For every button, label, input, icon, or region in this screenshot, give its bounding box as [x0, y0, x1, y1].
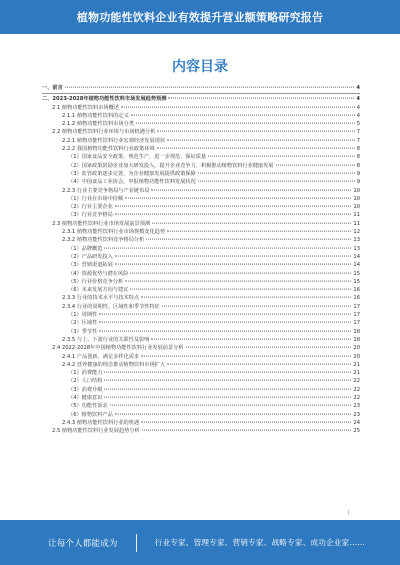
toc-entry[interactable]: [42, 95, 360, 103]
toc-entry-title: （1）周期性: [68, 312, 98, 319]
toc-entry-title: （3）行业竞争格局: [68, 212, 113, 219]
toc-entry[interactable]: [42, 195, 360, 203]
toc-entry-title: （1）消费能力: [68, 370, 103, 377]
toc-leader-dots: [115, 413, 352, 414]
toc-leader-dots: [65, 87, 355, 88]
toc-entry-title: 二、2023-2028年植物功能性饮料市场发展趋势预测: [42, 96, 167, 103]
toc-entry-page: 22: [353, 378, 360, 385]
toc-entry[interactable]: [42, 236, 360, 244]
toc-leader-dots: [136, 123, 355, 124]
toc-entry-title: （3）营销渠道拓展: [68, 262, 113, 269]
toc-entry-page: 16: [353, 287, 360, 294]
toc-entry[interactable]: [42, 377, 360, 385]
toc-leader-dots: [104, 397, 351, 398]
toc-entry[interactable]: [42, 402, 360, 410]
toc-separator: [42, 93, 360, 94]
toc-entry[interactable]: [42, 137, 360, 145]
toc-entry-title: （5）行业价格竞争分析: [68, 278, 124, 285]
toc-entry[interactable]: [42, 328, 360, 336]
toc-entry[interactable]: [42, 270, 360, 278]
toc-leader-dots: [99, 330, 351, 331]
toc-leader-dots: [141, 355, 351, 356]
report-header: [0, 0, 400, 34]
toc-leader-dots: [104, 380, 351, 381]
toc-entry-title: （4）资源优势与潜在风险: [68, 270, 129, 277]
toc-entry[interactable]: [42, 128, 360, 136]
toc-entry-title: 2.5 植物功能性饮料行业发展趋势分析: [52, 428, 140, 435]
toc-list: [42, 84, 360, 435]
toc-entry-page: 16: [353, 295, 360, 302]
toc-entry[interactable]: [42, 145, 360, 153]
toc-entry-title: 2.4.2 营养健康的理念推动植物饮料市场扩大: [62, 361, 166, 368]
toc-leader-dots: [130, 272, 351, 273]
toc-entry-page: 10: [353, 195, 360, 202]
toc-entry-page: 5: [356, 121, 360, 128]
toc-entry[interactable]: [42, 112, 360, 120]
toc-entry[interactable]: [42, 162, 360, 170]
toc-leader-dots: [121, 106, 355, 107]
toc-leader-dots: [167, 139, 355, 140]
toc-entry[interactable]: [42, 294, 360, 302]
toc-entry-title: 2.2 植物功能性饮料行业环境与市场机遇分析: [52, 129, 156, 136]
toc-entry-title: 2.3.2 植物功能性饮料竞争格局分析: [62, 237, 145, 244]
report-title: 植物功能性饮料企业有效提升营业额策略研究报告: [76, 11, 324, 24]
toc-entry-page: 24: [353, 419, 360, 426]
toc-entry[interactable]: [42, 261, 360, 269]
toc-entry-title: 2.1.1 植物功能性饮料的定义: [62, 112, 129, 119]
toc-leader-dots: [115, 256, 352, 257]
toc-leader-dots: [146, 239, 351, 240]
toc-leader-dots: [125, 197, 351, 198]
toc-entry-title: （3）监管政策逐步完善，为企业健康发展提供政策保障: [68, 170, 196, 177]
report-footer: [0, 520, 400, 565]
toc-entry-title: （3）季节性: [68, 328, 98, 335]
toc-entry-title: 一、前言: [42, 85, 63, 91]
toc-entry-title: （2）区域性: [68, 320, 98, 327]
toc-entry-page: 25: [353, 428, 360, 435]
toc-entry[interactable]: [42, 245, 360, 253]
toc-entry-title: 2.3 植物功能性饮料行业市场发展前景预测: [52, 220, 151, 227]
toc-leader-dots: [157, 131, 354, 132]
toc-entry-title: 2.2.3 行业主要竞争格局与产业链布局: [62, 187, 150, 194]
toc-entry-page: 22: [353, 394, 360, 401]
toc-entry-page: 17: [353, 312, 360, 319]
toc-entry-page: 9: [356, 179, 360, 186]
toc-entry[interactable]: [42, 336, 360, 344]
toc-entry-title: （1）行业在市场中份额: [68, 195, 124, 202]
toc-leader-dots: [115, 264, 352, 265]
toc-leader-dots: [151, 189, 351, 190]
toc-entry-page: 11: [353, 212, 360, 219]
toc-entry-page: 14: [353, 253, 360, 260]
toc-entry-title: 2.3.3 行业的技术水平与技术特点: [62, 295, 140, 302]
toc-leader-dots: [131, 114, 355, 115]
toc-entry-title: （4）健康意识: [68, 394, 103, 401]
toc-entry[interactable]: [42, 278, 360, 286]
toc-entry-page: 10: [353, 204, 360, 211]
toc-entry[interactable]: [42, 411, 360, 419]
toc-entry-title: （2）行业主要企业: [68, 204, 113, 211]
toc-entry-title: （1）国家食品安全政策，规范生产，进一步规范、保证质量: [68, 154, 207, 161]
toc-entry-page: 7: [356, 137, 360, 144]
toc-entry-title: 2.1.2 植物功能性饮料市场分类: [62, 121, 134, 128]
toc-entry[interactable]: [42, 178, 360, 186]
toc-entry-title: 2.3.4 行业的周期性、区域性和季节性特征: [62, 303, 160, 310]
toc-entry-page: 13: [353, 245, 360, 252]
toc-entry-title: 2.4.3 植物功能性饮料行业的机遇: [62, 419, 140, 426]
toc-entry-title: （2）国家政策鼓励企业加大研发投入，提升企业竞争力，积极推动植物饮料行业健康发展: [68, 162, 274, 169]
toc-leader-dots: [186, 347, 352, 348]
footer-tagline: 行业专家、管理专家、营销专家、战略专家、成功企业家……: [154, 538, 366, 547]
toc-leader-dots: [198, 173, 355, 174]
toc-entry-page: 7: [356, 129, 360, 136]
toc-leader-dots: [115, 214, 352, 215]
toc-entry[interactable]: [42, 303, 360, 311]
toc-leader-dots: [157, 148, 355, 149]
toc-entry-page: 8: [356, 162, 360, 169]
toc-entry-page: 18: [353, 328, 360, 335]
toc-leader-dots: [142, 430, 352, 431]
toc-entry[interactable]: [42, 386, 360, 394]
toc-leader-dots: [130, 289, 351, 290]
toc-leader-dots: [151, 339, 351, 340]
toc-entry[interactable]: [42, 427, 360, 435]
toc-leader-dots: [110, 405, 352, 406]
toc-entry-page: 15: [353, 270, 360, 277]
toc-entry-title: （5）功能性诉求: [68, 403, 108, 410]
toc-entry[interactable]: [42, 228, 360, 236]
toc-entry-title: 2.2.1 植物功能性饮料行业宏观经济发展现状: [62, 137, 166, 144]
toc-leader-dots: [276, 164, 355, 165]
toc-entry[interactable]: [42, 220, 360, 228]
toc-entry-page: 20: [353, 353, 360, 360]
toc-entry[interactable]: [42, 344, 360, 352]
footer-divider: [136, 534, 137, 552]
toc-entry[interactable]: [42, 187, 360, 195]
toc-entry-page: 17: [353, 303, 360, 310]
page-number: 1: [347, 510, 350, 515]
toc-entry-title: 2.2.2 我国植物功能性饮料行业政策环境: [62, 146, 155, 153]
toc-entry-page: 23: [353, 411, 360, 418]
toc-entry-page: 15: [353, 278, 360, 285]
toc-leader-dots: [104, 388, 351, 389]
toc-leader-dots: [141, 421, 351, 422]
toc-entry-page: 20: [353, 345, 360, 352]
toc-entry[interactable]: [42, 319, 360, 327]
toc-entry[interactable]: [42, 369, 360, 377]
toc-entry-page: 17: [353, 320, 360, 327]
toc-entry-title: 2.3.1 植物功能性饮料行业市场规模变化趋势: [62, 229, 166, 236]
toc-leader-dots: [104, 372, 351, 373]
toc-entry-page: 4: [356, 112, 360, 119]
toc-leader-dots: [125, 280, 351, 281]
toc-leader-dots: [152, 222, 351, 223]
toc-leader-dots: [198, 181, 355, 182]
toc-leader-dots: [168, 98, 354, 99]
toc-entry[interactable]: [42, 311, 360, 319]
toc-leader-dots: [99, 314, 351, 315]
toc-leader-dots: [167, 363, 351, 364]
toc-entry[interactable]: [42, 253, 360, 261]
toc-entry[interactable]: [42, 353, 360, 361]
toc-entry[interactable]: [42, 419, 360, 427]
toc-leader-dots: [167, 231, 351, 232]
toc-entry-page: 4: [356, 85, 360, 91]
toc-entry-page: 22: [353, 386, 360, 393]
toc-entry-title: （6）未来发展方向与建议: [68, 287, 129, 294]
toc-entry[interactable]: [42, 170, 360, 178]
toc-leader-dots: [162, 305, 352, 306]
toc-entry[interactable]: [42, 394, 360, 402]
toc-entry-page: 18: [353, 336, 360, 343]
toc-entry-title: 2.3.5 与上、下游行业的关联性及影响: [62, 336, 150, 343]
toc-entry[interactable]: [42, 84, 360, 92]
toc-entry-page: 8: [356, 154, 360, 161]
toc-entry-title: （1）品牌概览: [68, 245, 103, 252]
toc-entry-title: （6）植物饮料产品: [68, 411, 113, 418]
toc-entry-title: 2.4 2022-2028年中国植物功能性饮料行业发展前景分析: [52, 345, 184, 352]
toc-entry-page: 10: [353, 187, 360, 194]
toc-page: [0, 34, 400, 520]
toc-entry-title: （4）中国食品工业协会，申报植物功能性饮料发展状况: [68, 179, 196, 186]
toc-leader-dots: [104, 247, 351, 248]
toc-entry-page: 14: [353, 262, 360, 269]
toc-entry-title: （3）消费升级: [68, 386, 103, 393]
toc-heading: 内容目录: [172, 59, 228, 75]
toc-entry-title: 2.4.1 产品创新，满足多样化需求: [62, 353, 140, 360]
toc-entry[interactable]: [42, 203, 360, 211]
toc-entry-page: 21: [353, 361, 360, 368]
toc-entry-page: 13: [353, 237, 360, 244]
toc-leader-dots: [208, 156, 355, 157]
toc-entry[interactable]: [42, 153, 360, 161]
toc-entry-page: 4: [356, 104, 360, 111]
toc-leader-dots: [141, 297, 351, 298]
toc-entry[interactable]: [42, 211, 360, 219]
toc-entry[interactable]: [42, 361, 360, 369]
toc-entry-page: 9: [356, 170, 360, 177]
toc-entry[interactable]: [42, 120, 360, 128]
toc-leader-dots: [115, 206, 352, 207]
toc-entry[interactable]: [42, 286, 360, 294]
toc-entry-page: 23: [353, 403, 360, 410]
toc-entry-title: （2）人口结构: [68, 378, 103, 385]
toc-entry-title: （2）产品研发投入: [68, 253, 113, 260]
toc-entry-title: 2.1 植物功能性饮料市场概述: [52, 104, 119, 111]
toc-entry-page: 11: [353, 220, 360, 227]
toc-entry-page: 4: [356, 96, 360, 103]
toc-entry-page: 12: [353, 229, 360, 236]
toc-leader-dots: [99, 322, 351, 323]
toc-entry-page: 8: [356, 146, 360, 153]
toc-entry-page: 21: [353, 370, 360, 377]
footer-slogan: 让每个人都能成为: [48, 538, 118, 549]
toc-entry[interactable]: [42, 104, 360, 112]
